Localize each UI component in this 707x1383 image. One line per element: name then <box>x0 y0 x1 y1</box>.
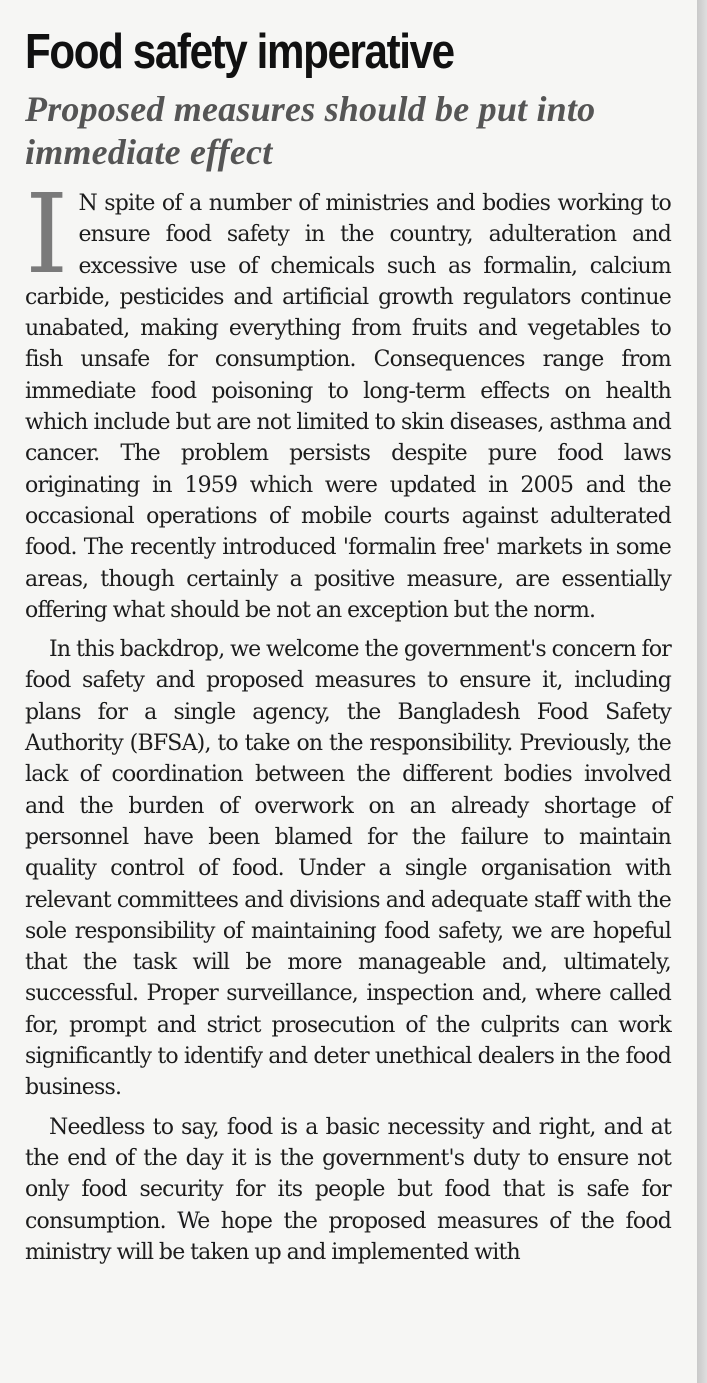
article-body <box>25 170 671 1268</box>
paragraph-1 <box>25 170 671 626</box>
subheadline: Proposed measures should be put into immediate effect <box>25 89 596 172</box>
page-edge <box>697 0 707 1383</box>
paragraph-2: In this backdrop, we welcome the government's concern for food safety and proposed measures to ensure it, including plans for a single agency, the Bangladesh Food Safety Authority (BFSA), to take on the responsibility. Previously, the lack of coordination between the different bodies involved and the burden of overwork on an already shortage of personnel have been blamed for the failure to maintain quality control of food. Under a single organisation with relevant committees and divisions and adequate staff with the sole responsibility of maintaining food safety, we are hopeful that the task will be more manageable and, ultimately, successful. Proper surveillance, inspection and, where called for, prompt and strict prosecution of the culprits can work significantly to identify and deter unethical dealers in the food business. <box>25 637 671 1101</box>
paragraph-3: Needless to say, food is a basic necessity and right, and at the end of the day it is the government's duty to ensure not only food security for its people but food that is safe for consumption. We hope the proposed measures of the food ministry will be taken up and implemented with <box>25 1114 671 1265</box>
drop-cap: I <box>25 170 69 298</box>
headline: Food safety imperative <box>25 25 454 79</box>
paragraph-1-text: N spite of a number of ministries and bodies working to ensure food safety in the country, adulteration and excessive use of chemicals such as formalin, calcium carbide, pesticides and artificial growth regulators continue unabated, making everything from fruits and vegetables to fish unsafe for consumption. Consequences range from immediate food poisoning to long-term effects on health which include but are not limited to skin diseases, asthma and cancer. The problem persists despite pure food laws originating in 1959 which were updated in 2005 and the occasional operations of mobile courts against adulterated food. The recently introduced 'formalin free' markets in some areas, though certainly a positive measure, are essentially offering what should be not an exception but the norm. <box>25 191 671 623</box>
